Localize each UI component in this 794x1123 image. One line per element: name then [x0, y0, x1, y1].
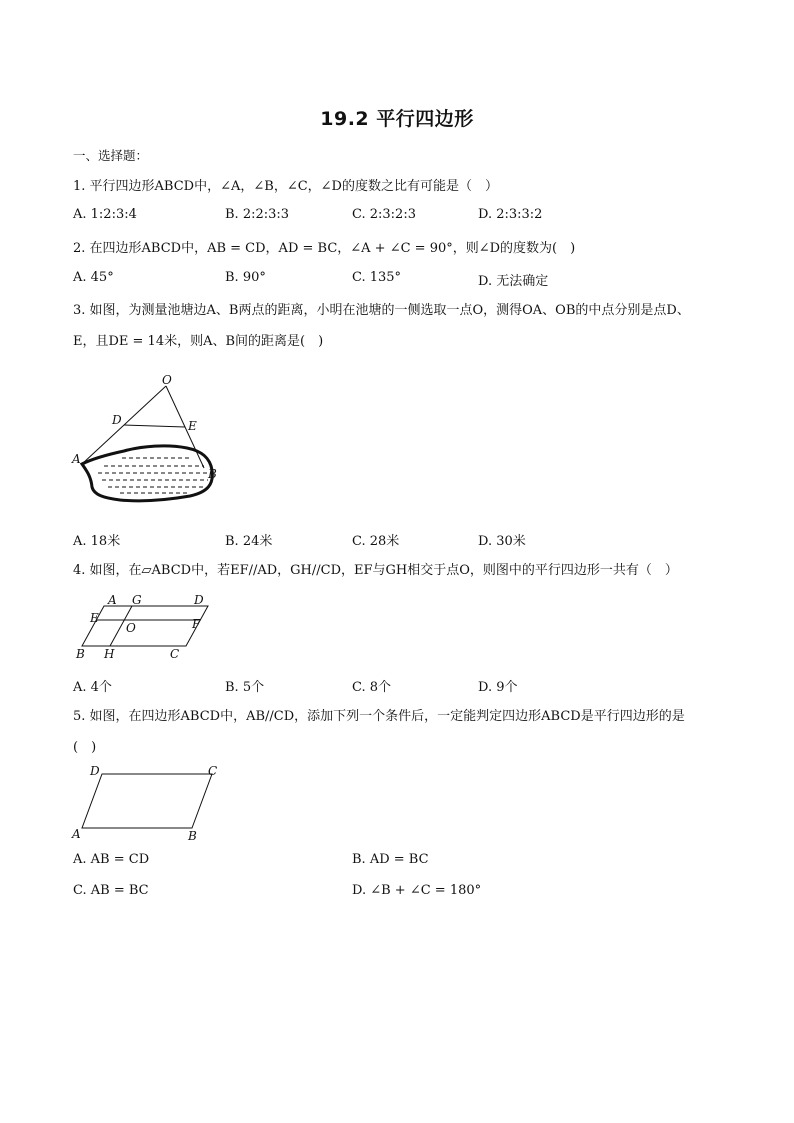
label-B: B: [76, 647, 85, 661]
page-title: 19.2 平行四边形: [320, 108, 474, 130]
label-B: B: [188, 829, 197, 843]
question-1-stem: 1. 平行四边形ABCD中，∠A，∠B，∠C，∠D的度数之比有可能是（ ）: [73, 179, 498, 194]
section-heading: 一、选择题：: [73, 148, 149, 163]
label-B: B: [208, 467, 217, 481]
label-F: F: [192, 617, 201, 631]
question-4-option-a: A. 4个: [73, 680, 112, 695]
question-3-option-a: A. 18米: [73, 534, 121, 549]
question-2-option-d: D. 无法确定: [478, 274, 549, 289]
question-2-stem: 2. 在四边形ABCD中，AB = CD，AD = BC，∠A + ∠C = 90°，则∠D的度数为( ): [73, 241, 576, 256]
question-3-option-b: B. 24米: [225, 534, 273, 549]
label-A: A: [72, 452, 81, 466]
parallelogram-grid-figure: [74, 592, 214, 664]
label-O: O: [162, 373, 172, 387]
question-5-option-b: B. AD = BC: [352, 852, 429, 867]
label-E: E: [90, 611, 99, 625]
label-D: D: [112, 413, 122, 427]
label-O: O: [126, 621, 136, 635]
label-A: A: [72, 827, 81, 841]
question-2-option-c: C. 135°: [352, 270, 402, 285]
question-5-option-d: D. ∠B + ∠C = 180°: [352, 883, 482, 898]
label-A: A: [108, 593, 117, 607]
question-1-option-b: B. 2:2:3:3: [225, 207, 290, 222]
parallelogram-ABCD: [82, 606, 208, 646]
label-E: E: [188, 419, 197, 433]
question-4-option-c: C. 8个: [352, 680, 392, 695]
question-2-option-b: B. 90°: [225, 270, 266, 285]
question-3-stem-line2: E，且DE = 14米，则A、B间的距离是( ): [73, 334, 324, 349]
question-3-option-d: D. 30米: [478, 534, 526, 549]
question-1-option-c: C. 2:3:2:3: [352, 207, 416, 222]
label-G: G: [132, 593, 142, 607]
question-5-stem-line1: 5. 如图，在四边形ABCD中，AB//CD，添加下列一个条件后，一定能判定四边形ABCD是平行四边形的是: [73, 709, 685, 724]
question-1-option-d: D. 2:3:3:2: [478, 207, 543, 222]
label-D: D: [194, 593, 204, 607]
quadrilateral-ABCD: [82, 774, 212, 828]
question-5-stem-line2: ( ): [73, 740, 97, 755]
question-1-option-a: A. 1:2:3:4: [73, 207, 137, 222]
label-C: C: [170, 647, 180, 661]
label-C: C: [208, 764, 218, 778]
question-2-option-a: A. 45°: [73, 270, 114, 285]
question-4-stem: 4. 如图，在▱ABCD中，若EF//AD，GH//CD，EF与GH相交于点O，则图中的平行四边形一共有（ ）: [73, 563, 678, 578]
pond-figure: [72, 372, 222, 514]
question-4-option-b: B. 5个: [225, 680, 265, 695]
question-4-option-d: D. 9个: [478, 680, 518, 695]
line-DE: [124, 425, 185, 427]
question-3-option-c: C. 28米: [352, 534, 400, 549]
question-5-option-a: A. AB = CD: [73, 852, 150, 867]
quadrilateral-figure: [72, 764, 224, 844]
label-D: D: [90, 764, 100, 778]
water-hatching: [98, 458, 208, 493]
label-H: H: [104, 647, 115, 661]
question-5-option-c: C. AB = BC: [73, 883, 149, 898]
question-3-stem-line1: 3. 如图，为测量池塘边A、B两点的距离，小明在池塘的一侧选取一点O，测得OA、OB的中点分别是点D、: [73, 303, 690, 318]
